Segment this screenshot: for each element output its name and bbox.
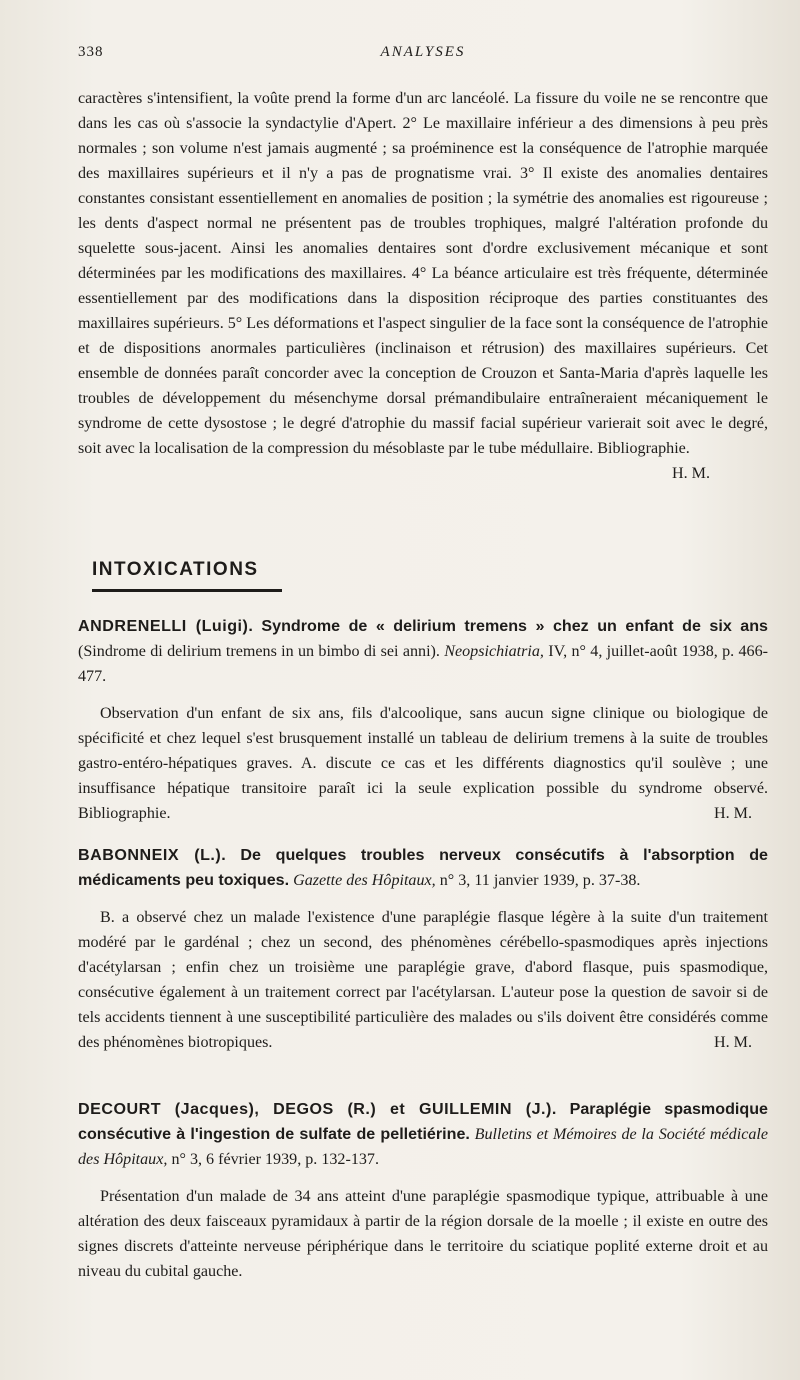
article-title: Syndrome de « delirium tremens » chez un enfant de six ans: [261, 617, 769, 635]
article-abstract: [78, 1184, 768, 1284]
article-reference: [78, 614, 768, 689]
article-original-title: (Sindrome di delirium tremens in un bimbo di sei anni).: [78, 643, 440, 660]
abstract-text: Observation d'un enfant de six ans, fils d'alcoolique, sans aucun signe clinique ou biologique de spécificité et chez lequel s'est brusquement installé un tableau de delirium tremens à la suite de troubles gastro-entéro-hépatiques graves. A. discute ce cas et les différents diagnostics qu'il soulève ; une insuffisance hépatique transitoire paraît ici la seule explication possible du syndrome observé. Bibliographie.: [78, 705, 768, 822]
abstract-text: B. a observé chez un malade l'existence d'une paraplégie flasque légère à la suite d'un traitement modéré par le gardénal ; chez un second, des phénomènes cérébello-spasmodiques après injections d'acétylarsan ; enfin chez un troisième une paraplégie grave, d'abord flasque, puis spasmodique, consécutive également à un traitement correct par l'acétylarsan. L'auteur pose la question de savoir si de tels accidents tiennent à une susceptibilité particulière des malades ou s'ils doivent être considérés comme des phénomènes biotropiques.: [78, 909, 768, 1051]
article-author: BABONNEIX (L.).: [78, 846, 227, 864]
article-reference: [78, 1097, 768, 1172]
section-underline: [92, 589, 282, 592]
abstract-initials: H. M.: [713, 1034, 752, 1051]
section-heading: INTOXICATIONS: [92, 559, 259, 580]
article-citation: IV, n° 4, juillet-août 1938, p. 466-477.: [78, 643, 768, 685]
intro-paragraph: [78, 86, 768, 486]
article-journal: Bulletins et Mémoires de la Société médicale des Hôpitaux,: [78, 1126, 768, 1168]
article-citation: n° 3, 11 janvier 1939, p. 37-38.: [439, 872, 641, 889]
abstract-initials: H. M.: [713, 805, 752, 822]
intro-text: caractères s'intensifient, la voûte prend la forme d'un arc lancéolé. La fissure du voile ne se rencontre que dans les cas où s'associe la syndactylie d'Apert. 2° Le maxillaire inférieur a des dimensions à peu près normales ; son volume n'est jamais augmenté ; sa proéminence est la conséquence de l'atrophie marquée des maxillaires supérieurs et il n'y a pas de prognatisme vrai. 3° Il existe des anomalies dentaires constantes consistant essentiellement en anomalies de position ; la symétrie des anomalies est rigoureuse ; les dents d'aspect normal ne présentent pas de troubles trophiques, malgré l'altération profonde du squelette sous-jacent. Ainsi les anomalies dentaires sont d'ordre exclusivement mécanique et sont déterminées par les modifications des maxillaires. 4° La béance articulaire est très fréquente, déterminée essentiellement par des modifications dans la disposition réciproque des parties constituantes des maxillaires supérieurs. 5° Les déformations et l'aspect singulier de la face sont la conséquence de l'atrophie et de dispositions anormales particulières (inclinaison et rétrusion) des maxillaires supérieurs. Cet ensemble de données paraît concorder avec la conception de Crouzon et Santa-Maria d'après laquelle les troubles de développement du mésenchyme dorsal prémandibulaire entraîneraient mécaniquement le syndrome de cette dysostose ; le degré d'atrophie du massif facial supérieur varierait soit avec le degré, soit avec la localisation de la compression du mésoblaste par le tube médullaire. Bibliographie.: [78, 90, 768, 457]
article-reference: [78, 843, 768, 893]
article-title: De quelques troubles nerveux consécutifs à l'absorption de médicaments peu toxiques.: [78, 846, 768, 889]
page-header: [78, 44, 768, 68]
article-author: ANDRENELLI (Luigi).: [78, 617, 254, 635]
article-andrenelli: [78, 614, 768, 826]
article-decourt: [78, 1097, 768, 1284]
article-author: DECOURT (Jacques), DEGOS (R.) et GUILLEMIN (J.).: [78, 1100, 557, 1118]
running-title: ANALYSES: [380, 44, 466, 60]
article-citation: n° 3, 6 février 1939, p. 132-137.: [171, 1151, 380, 1168]
article-babonneix: [78, 843, 768, 1055]
article-journal: Gazette des Hôpitaux,: [293, 872, 436, 889]
article-abstract: [78, 701, 768, 826]
page-number: 338: [78, 44, 104, 60]
article-abstract: [78, 905, 768, 1055]
article-journal: Neopsichiatria,: [444, 643, 544, 660]
intro-initials: H. M.: [671, 465, 710, 482]
abstract-text: Présentation d'un malade de 34 ans atteint d'une paraplégie spasmodique typique, attribuable à une altération des deux faisceaux pyramidaux à partir de la région dorsale de la moelle ; il existe en outre des signes discrets d'atteinte nerveuse périphérique dans le territoire du sciatique poplité externe droit et au niveau du cubital gauche.: [78, 1188, 768, 1280]
article-title: Paraplégie spasmodique consécutive à l'ingestion de sulfate de pelletiérine.: [78, 1100, 768, 1143]
